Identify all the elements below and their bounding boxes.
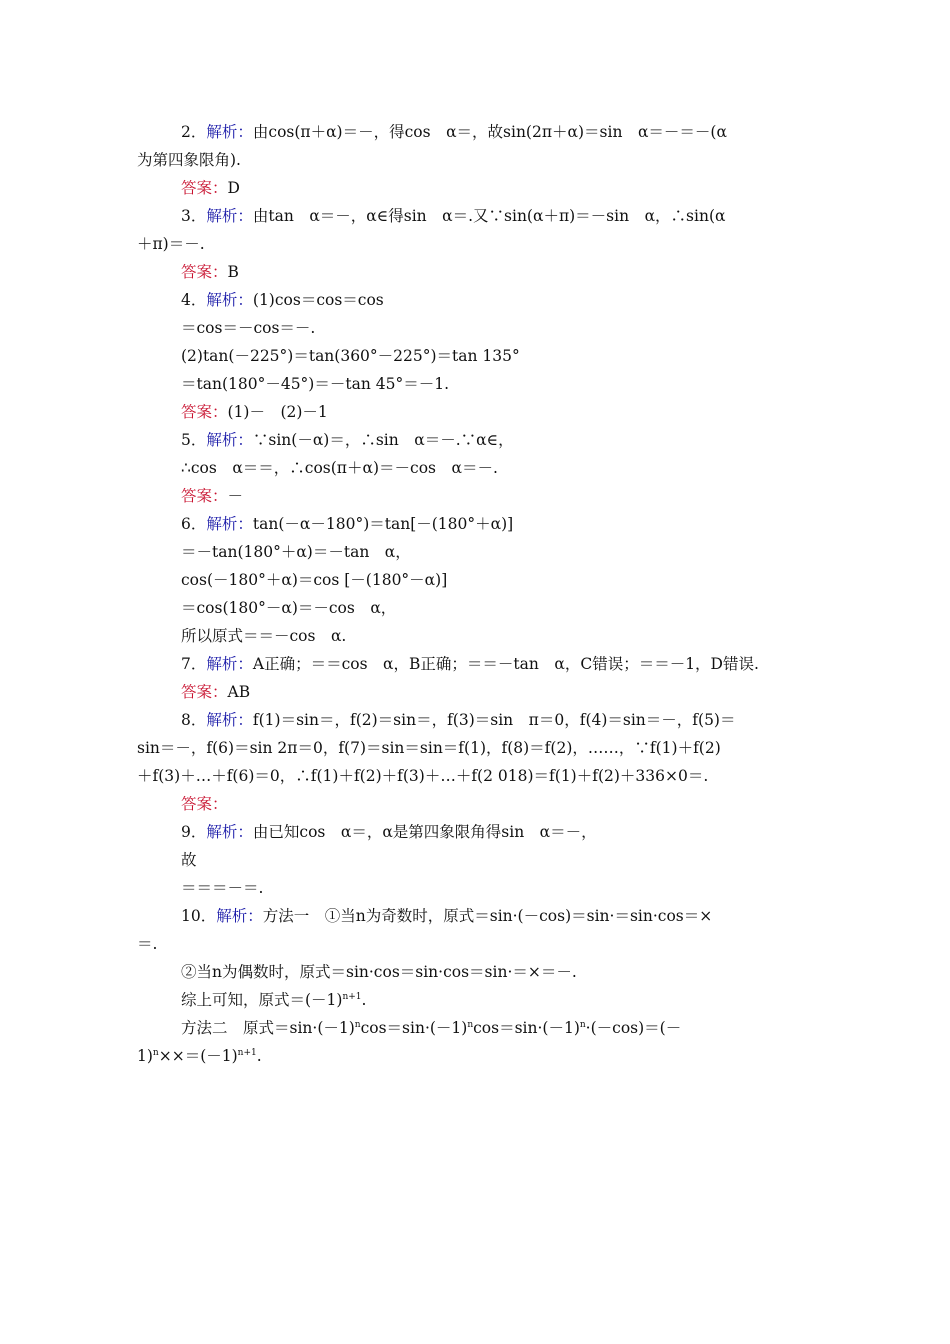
item-number: 5． (181, 431, 207, 449)
item-number: 10． (181, 907, 217, 925)
line-text: ＝tan(180°－45°)＝－tan 45°＝－1. (181, 375, 449, 393)
answer-text: B (227, 263, 239, 281)
superscript: n+1 (237, 1048, 257, 1058)
text-line (181, 822, 861, 842)
text-line (181, 990, 861, 1010)
text-line (137, 150, 817, 170)
line-text: A正确；＝＝cos α，B正确；＝＝－tan α，C错误；＝＝－1，D错误. (252, 655, 759, 673)
analysis-label: 解析： (206, 655, 253, 673)
answer-label: 答案： (181, 487, 228, 505)
line-text: 1) (137, 1047, 153, 1065)
superscript: n (579, 1020, 586, 1030)
text-line (137, 234, 817, 254)
line-text: 由tan α＝－，α∈得sin α＝.又∵sin(α＋π)＝－sin α，∴sin(α (252, 207, 726, 225)
text-line (181, 458, 861, 478)
text-line (181, 402, 861, 422)
line-text: ∴cos α＝＝，∴cos(π＋α)＝－cos α＝－. (181, 459, 498, 477)
line-text: sin＝－，f(6)＝sin 2π＝0，f(7)＝sin＝sin＝f(1)，f(8)＝f(2)，……，∵f(1)＋f(2) (137, 739, 721, 757)
text-line (181, 262, 861, 282)
answer-label: 答案： (181, 683, 228, 701)
text-line (181, 654, 861, 674)
text-line (137, 766, 817, 786)
text-line (181, 122, 861, 142)
text-line (181, 682, 861, 702)
item-number: 7． (181, 655, 207, 673)
text-line (181, 962, 861, 982)
line-text: ＝＝＝－＝. (181, 879, 264, 897)
superscript: n (467, 1020, 474, 1030)
superscript: n (152, 1048, 159, 1058)
line-text: ＝cos＝－cos＝－. (181, 319, 316, 337)
text-line (181, 906, 861, 926)
line-text: 方法一 ①当n为奇数时，原式＝sin·(－cos)＝sin·＝sin·cos＝× (262, 907, 713, 925)
line-text: cos＝sin·(－1) (473, 1019, 580, 1037)
text-line (181, 626, 861, 646)
line-text: tan(－α－180°)＝tan[－(180°＋α)] (252, 515, 514, 533)
text-line (137, 738, 817, 758)
text-line (181, 514, 861, 534)
line-text: 综上可知，原式＝(－1) (181, 991, 343, 1009)
text-line (181, 570, 861, 590)
text-line (181, 710, 861, 730)
item-number: 4． (181, 291, 207, 309)
line-text: 所以原式＝＝－cos α. (181, 627, 347, 645)
text-line (137, 934, 817, 954)
text-line (181, 178, 861, 198)
text-line (181, 542, 861, 562)
item-number: 8． (181, 711, 207, 729)
line-text: . (361, 991, 367, 1009)
text-line (181, 318, 861, 338)
line-text: cos(－180°＋α)＝cos [－(180°－α)] (181, 571, 448, 589)
text-line (181, 290, 861, 310)
text-line (181, 346, 861, 366)
line-text: (2)tan(－225°)＝tan(360°－225°)＝tan 135° (181, 347, 520, 365)
text-line (181, 794, 861, 814)
line-text: 由cos(π＋α)＝－，得cos α＝，故sin(2π＋α)＝sin α＝－＝－(α (252, 123, 727, 141)
answer-label: 答案： (181, 263, 228, 281)
line-text: f(1)＝sin＝，f(2)＝sin＝，f(3)＝sin π＝0，f(4)＝sin＝－，f(5)＝ (252, 711, 736, 729)
analysis-label: 解析： (206, 515, 253, 533)
text-line (181, 430, 861, 450)
answer-label: 答案： (181, 403, 228, 421)
line-text: ＝cos(180°－α)＝－cos α， (181, 599, 397, 617)
answer-text: － (227, 487, 244, 505)
analysis-label: 解析： (206, 431, 253, 449)
item-number: 6． (181, 515, 207, 533)
line-text: ∵sin(－α)＝，∴sin α＝－.∵α∈， (252, 431, 514, 449)
line-text: 由已知cos α＝，α是第四象限角得sin α＝－， (252, 823, 597, 841)
item-number: 2． (181, 123, 207, 141)
line-text: 方法二 原式＝sin·(－1) (181, 1019, 355, 1037)
answer-text: D (227, 179, 240, 197)
analysis-label: 解析： (216, 907, 263, 925)
analysis-label: 解析： (206, 711, 253, 729)
text-line (181, 878, 861, 898)
line-text: (1)cos＝cos＝cos (252, 291, 384, 309)
line-text: ＋f(3)＋…＋f(6)＝0，∴f(1)＋f(2)＋f(3)＋…＋f(2 018)＝f(1)＋f(2)＋336×0＝. (137, 767, 709, 785)
text-line (181, 206, 861, 226)
item-number: 9． (181, 823, 207, 841)
superscript: n+1 (342, 992, 362, 1002)
line-text: ＝. (137, 935, 158, 953)
text-line (181, 486, 861, 506)
text-line (137, 1046, 817, 1066)
answer-label: 答案： (181, 179, 228, 197)
line-text: . (256, 1047, 262, 1065)
analysis-label: 解析： (206, 823, 253, 841)
analysis-label: 解析： (206, 291, 253, 309)
answer-text: AB (227, 683, 251, 701)
line-text: ②当n为偶数时，原式＝sin·cos＝sin·cos＝sin·＝×＝－. (181, 963, 577, 981)
analysis-label: 解析： (206, 207, 253, 225)
line-text: ＋π)＝－. (137, 235, 205, 253)
text-line (181, 1018, 861, 1038)
superscript: n (354, 1020, 361, 1030)
line-text: ××＝(－1) (158, 1047, 238, 1065)
text-line (181, 374, 861, 394)
line-text: cos＝sin·(－1) (360, 1019, 468, 1037)
item-number: 3． (181, 207, 207, 225)
text-line (181, 850, 861, 870)
answer-label: 答案： (181, 795, 228, 813)
line-text: ＝－tan(180°＋α)＝－tan α， (181, 543, 411, 561)
line-text: 为第四象限角). (137, 151, 241, 169)
line-text: ·(－cos)＝(－ (585, 1019, 682, 1037)
text-line (181, 598, 861, 618)
analysis-label: 解析： (206, 123, 253, 141)
line-text: 故 (181, 851, 197, 869)
answer-text: (1)－ (2)－1 (227, 403, 328, 421)
